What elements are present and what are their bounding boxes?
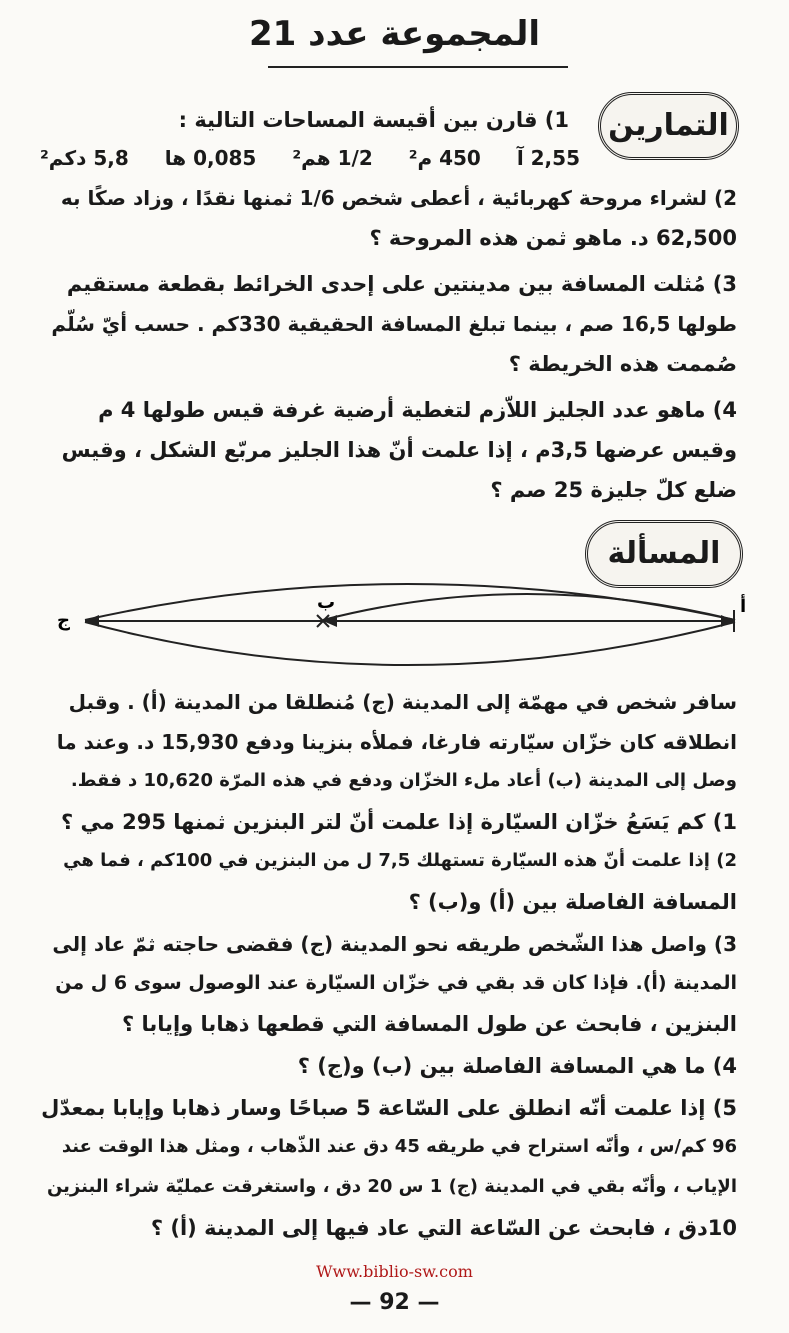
question-5-line-1: 5) إذا علمت أنّه انطلق على السّاعة 5 صباحًا وسار ذهابا وإيابا بمعدّل [41, 1096, 737, 1120]
measure-item: 450 م² [408, 146, 481, 170]
problem-intro-line-1: سافر شخص في مهمّة إلى المدينة (ج) مُنطلقا من المدينة (أ) . وقبل [68, 690, 737, 714]
exercise-3-line-3: صُممت هذه الخريطة ؟ [508, 352, 737, 376]
exercise-3-line-1: 3) مُثلت المسافة بين مدينتين على إحدى الخرائط بقطعة مستقيم [66, 272, 737, 296]
exercise-2-line-1: 2) لشراء مروحة كهربائية ، أعطى شخص 1/6 ثمنها نقدًا ، وزاد صكًا به [60, 186, 737, 210]
label-point-c: ج [57, 610, 70, 631]
arc-a-to-b [323, 594, 735, 620]
measure-item: 2,55 آ [516, 146, 580, 170]
website-watermark: Www.biblio-sw.com [316, 1262, 473, 1281]
measure-item: 0,085 ها [164, 146, 257, 170]
exercises-badge: التمارين [598, 92, 739, 160]
exercise-1-text: 1) قارن بين أقيسة المساحات التالية : [178, 108, 569, 132]
question-3-line-3: البنزين ، فابحث عن طول المسافة التي قطعها ذهابا وإيابا ؟ [121, 1012, 737, 1036]
page-number: — 92 — [349, 1290, 440, 1315]
measure-item: 1/2 هم² [292, 146, 373, 170]
question-4: 4) ما هي المسافة الفاصلة بين (ب) و(ج) ؟ [297, 1054, 737, 1078]
label-point-a: أ [740, 596, 747, 617]
arrowhead-c [85, 615, 99, 627]
problem-intro-line-3: وصل إلى المدينة (ب) أعاد ملء الخزّان ودفع في هذه المرّة 10,620 د فقط. [70, 770, 737, 791]
exercise-3-line-2: طولها 16,5 صم ، بينما تبلغ المسافة الحقيقية 330كم . حسب أيّ سُلّم [51, 312, 737, 336]
question-2-line-2: المسافة الفاصلة بين (أ) و(ب) ؟ [408, 890, 737, 914]
question-2-line-1: 2) إذا علمت أنّ هذه السيّارة تستهلك 7,5 ل من البنزين في 100كم ، فما هي [63, 850, 737, 871]
title-underline [268, 66, 568, 68]
question-5-line-3: الإياب ، وأنّه بقي في المدينة (ج) 1 س 20 دق ، واستغرقت عمليّة شراء البنزين [46, 1176, 737, 1197]
exercise-1-measures [40, 146, 580, 176]
label-point-b: ب [317, 592, 336, 613]
problem-intro-line-2: انطلاقه كان خزّان سيّارته فارغا، فملأه بنزينا ودفع 15,930 د. وعند ما [56, 730, 737, 754]
exercise-4-line-3: ضلع كلّ جليزة 25 صم ؟ [490, 478, 737, 502]
arrowhead-a [721, 615, 735, 627]
measure-item: 5,8 دكم² [40, 146, 129, 170]
question-3-line-2: المدينة (أ). فإذا كان قد بقي في خزّان السيّارة عند الوصول سوى 6 ل من [55, 972, 737, 994]
question-5-line-4: 10دق ، فابحث عن السّاعة التي عاد فيها إلى المدينة (أ) ؟ [150, 1216, 737, 1240]
exercise-2-line-2: 62,500 د. ماهو ثمن هذه المروحة ؟ [369, 226, 737, 250]
question-1: 1) كم يَسَعُ خزّان السيّارة إذا علمت أنّ لتر البنزين ثمنها 295 مي ؟ [61, 810, 737, 834]
exercise-4-line-2: وقيس عرضها 3,5م ، إذا علمت أنّ هذا الجليز مربّع الشكل ، وقيس [61, 438, 737, 462]
exercise-4-line-1: 4) ماهو عدد الجليز اللاّزم لتغطية أرضية غرفة قيس طولها 4 م [98, 398, 737, 422]
question-3-line-1: 3) واصل هذا الشّخص طريقه نحو المدينة (ج) فقضى حاجته ثمّ عاد إلى [52, 932, 737, 956]
question-5-line-2: 96 كم/س ، وأنّه استراح في طريقه 45 دق عند الذّهاب ، ومثل هذا الوقت عند [61, 1136, 737, 1157]
page-title: المجموعة عدد 21 [249, 14, 540, 54]
arrowhead-b [323, 615, 337, 627]
lower-arc [85, 622, 735, 665]
route-diagram [45, 576, 755, 674]
problem-badge: المسألة [585, 520, 743, 588]
